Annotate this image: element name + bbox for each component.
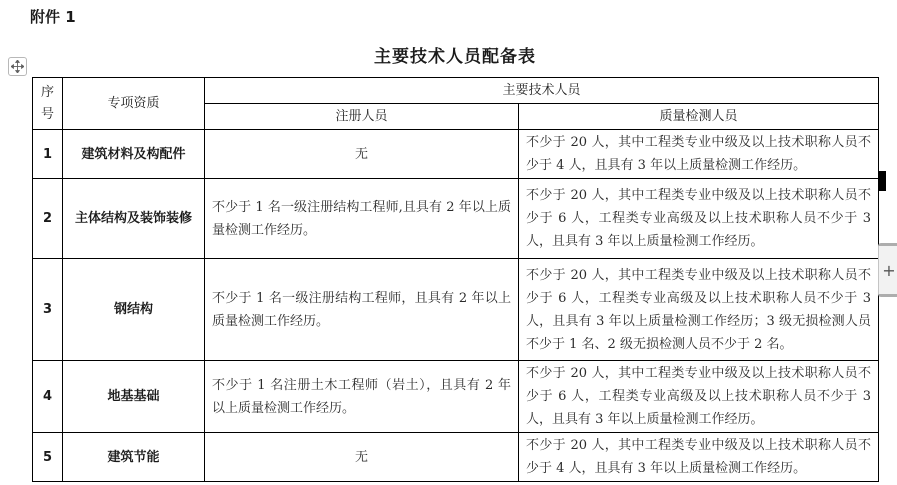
table-row — [33, 179, 879, 259]
header-qualification: 专项资质 — [63, 78, 205, 130]
row-registered: 不少于 1 名一级注册结构工程师,且具有 2 年以上质量检测工作经历。 — [205, 179, 519, 259]
row-quality: 不少于 20 人，其中工程类专业中级及以上技术职称人员不少于 6 人，工程类专业高级及以上技术职称人员不少于 3 人，且具有 3 年以上质量检测工作经历。 — [519, 361, 879, 433]
page-title: 主要技术人员配备表 — [374, 47, 536, 67]
plus-icon: + — [882, 260, 896, 280]
table-row — [33, 259, 879, 361]
table-move-handle[interactable] — [8, 57, 27, 76]
row-registered: 无 — [205, 130, 519, 179]
header-registered: 注册人员 — [205, 104, 519, 130]
row-quality: 不少于 20 人，其中工程类专业中级及以上技术职称人员不少于 4 人，且具有 3 年以上质量检测工作经历。 — [519, 433, 879, 482]
row-no: 1 — [33, 130, 63, 179]
move-arrows-icon — [11, 60, 24, 73]
row-qualification: 钢结构 — [63, 259, 205, 361]
header-main-personnel: 主要技术人员 — [205, 78, 879, 104]
table-row — [33, 433, 879, 482]
row-no: 2 — [33, 179, 63, 259]
table-row — [33, 361, 879, 433]
plus-button[interactable] — [878, 243, 897, 297]
row-qualification: 主体结构及装饰装修 — [63, 179, 205, 259]
header-quality: 质量检测人员 — [519, 104, 879, 130]
row-qualification: 建筑节能 — [63, 433, 205, 482]
row-registered: 不少于 1 名注册土木工程师（岩土），且具有 2 年以上质量检测工作经历。 — [205, 361, 519, 433]
row-quality: 不少于 20 人，其中工程类专业中级及以上技术职称人员不少于 6 人，工程类专业高级及以上技术职称人员不少于 3 人，且具有 3 年以上质量检测工作经历。 — [519, 179, 879, 259]
row-registered: 无 — [205, 433, 519, 482]
header-no: 序号 — [33, 78, 63, 130]
table-row — [33, 130, 879, 179]
row-qualification: 地基基础 — [63, 361, 205, 433]
row-quality: 不少于 20 人，其中工程类专业中级及以上技术职称人员不少于 6 人，工程类专业高级及以上技术职称人员不少于 3 人，且具有 3 年以上质量检测工作经历；3 级无损检测人员不少于 1 名、2 级无损检测人员不少于 2 名。 — [519, 259, 879, 361]
row-quality: 不少于 20 人，其中工程类专业中级及以上技术职称人员不少于 4 人，且具有 3 年以上质量检测工作经历。 — [519, 130, 879, 179]
scrollbar-thumb[interactable] — [879, 171, 886, 191]
personnel-table — [32, 77, 879, 482]
row-no: 3 — [33, 259, 63, 361]
row-qualification: 建筑材料及构配件 — [63, 130, 205, 179]
attachment-label: 附件 1 — [30, 8, 76, 26]
row-no: 5 — [33, 433, 63, 482]
row-no: 4 — [33, 361, 63, 433]
row-registered: 不少于 1 名一级注册结构工程师，且具有 2 年以上质量检测工作经历。 — [205, 259, 519, 361]
